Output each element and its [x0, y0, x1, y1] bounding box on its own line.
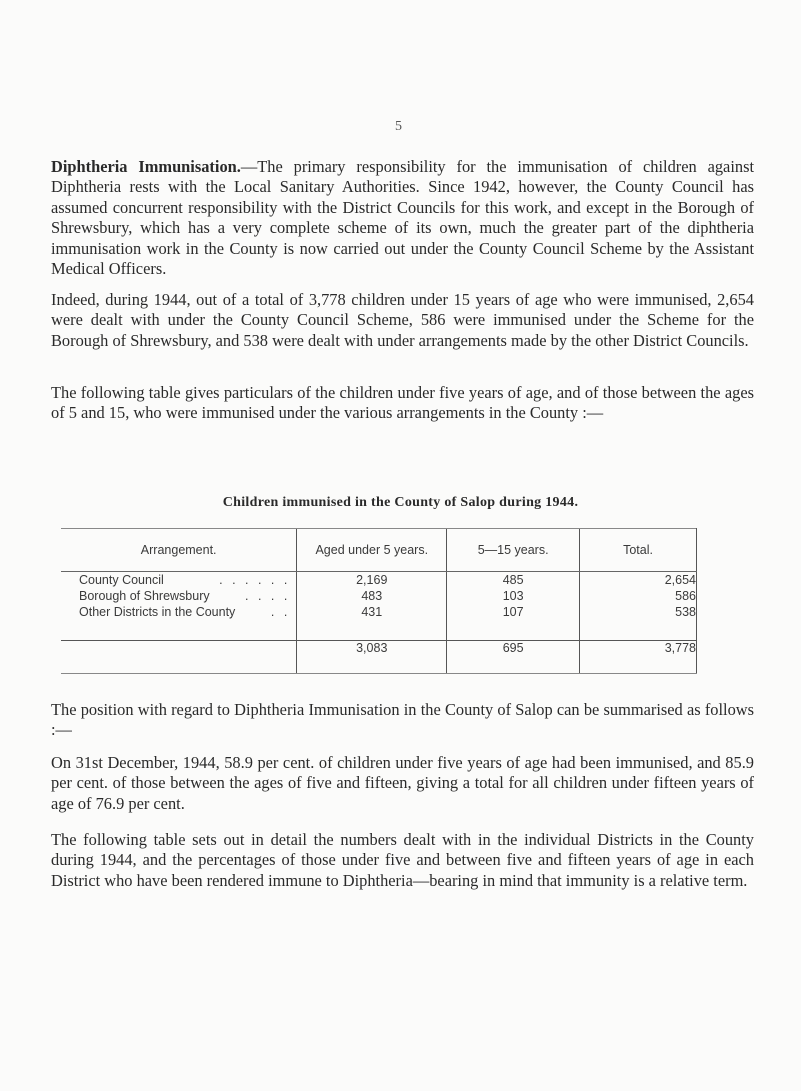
total-under-5: 3,083	[297, 641, 447, 674]
leader-dots: . .	[270, 605, 291, 619]
arrangement-label: Other Districts in the County	[79, 605, 236, 619]
table-header-row	[61, 529, 697, 572]
totals-row	[61, 641, 697, 674]
paragraph-table-intro: The following table gives particulars of the children under five years of age, and of those between the ages of 5 and 15, who were immunised under the various arrangements in the County :—	[51, 383, 754, 423]
leader-dots: . . . .	[245, 589, 291, 603]
grand-total: 3,778	[580, 641, 697, 674]
arrangement-column	[61, 572, 297, 641]
paragraph-district-table-intro: The following table sets out in detail the numbers dealt with in the individual Districts in the County during 1944, and the percentages of those under five and between five and fifteen years of age in each District who have been rendered immune to Diphtheria—bearing in mind that immunity is a relative term.	[51, 830, 754, 890]
header-arrangement: Arrangement.	[61, 529, 297, 572]
header-under-5: Aged under 5 years.	[297, 529, 447, 572]
header-total: Total.	[580, 529, 697, 572]
table-row	[79, 588, 296, 604]
cell-total: 2,654	[664, 573, 696, 587]
arrangement-label: Borough of Shrewsbury	[79, 589, 210, 603]
leader-dots: . . . . . .	[219, 573, 291, 587]
total-5-15: 695	[447, 641, 580, 674]
paragraph-diphtheria-immunisation	[51, 157, 754, 279]
paragraph-text: —The primary responsibility for the immunisation of children against Diphtheria rests with the Local Sanitary Authorities. Since 1942, however, the County Council has assumed concurrent responsibility with the District Councils for this work, and except in the Borough of Shrewsbury, which has a very complete scheme of its own, much the greater part of the diphtheria immunisation work in the County is now carried out under the County Council Scheme by the Assistant Medical Officers.	[51, 157, 755, 279]
table-row	[79, 572, 296, 588]
paragraph-percentages: On 31st December, 1944, 58.9 per cent. of children under five years of age had been immunised, and 85.9 per cent. of those between the ages of five and fifteen, giving a total for all children under fifteen years of age of 76.9 per cent.	[51, 753, 754, 813]
cell-under-5: 2,169	[356, 573, 388, 587]
cell-5-15: 103	[502, 589, 524, 603]
paragraph-position-summary: The position with regard to Diphtheria Immunisation in the County of Salop can be summarised as follows :—	[51, 700, 754, 740]
five-fifteen-column	[447, 572, 580, 641]
table-body	[61, 572, 697, 641]
cell-5-15: 485	[502, 573, 524, 587]
immunisation-table	[61, 528, 697, 674]
cell-total: 586	[675, 589, 696, 603]
totals-label-cell	[61, 641, 297, 674]
under-5-column	[297, 572, 447, 641]
paragraph-totals-1944: Indeed, during 1944, out of a total of 3,778 children under 15 years of age who were immunised, 2,654 were dealt with under the County Council Scheme, 586 were immunised under the Scheme for the Borough of Shrewsbury, and 538 were dealt with under arrangements made by the other District Councils.	[51, 290, 754, 350]
total-column	[580, 572, 697, 641]
cell-total: 538	[675, 605, 696, 619]
table-title: Children immunised in the County of Salop during 1944.	[222, 495, 579, 510]
table-row	[79, 604, 296, 620]
header-5-15: 5—15 years.	[447, 529, 580, 572]
cell-under-5: 431	[361, 605, 383, 619]
cell-5-15: 107	[502, 605, 524, 619]
section-heading: Diphtheria Immunisation.	[51, 157, 241, 176]
page-number: 5	[395, 119, 402, 134]
cell-under-5: 483	[361, 589, 383, 603]
arrangement-label: County Council	[79, 573, 164, 587]
